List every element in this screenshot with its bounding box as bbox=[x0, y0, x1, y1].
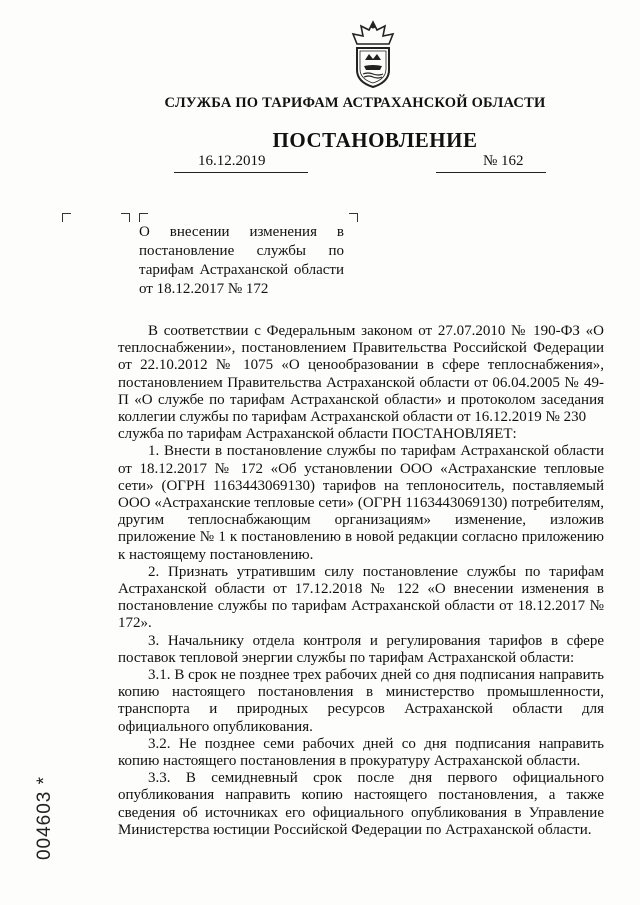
corner-mark bbox=[349, 213, 358, 222]
document-date: 16.12.2019 bbox=[198, 153, 266, 169]
item-1: 1. Внести в постановление службы по тарифам Астраханской области от 18.12.2017 № 172 «Об установлении ООО «Астраханские тепловые сети» (ОГРН 1163443069130) тарифов на теплоноситель, поставляемый ООО «Астраханские тепловые сети» (ОГРН 1163443069130) потребителям, другим теплоснабжающим организациям» изменение, изложив приложение № 1 к постановлению в новой редакции согласно приложению к настоящему постановлению. bbox=[118, 443, 604, 563]
document-body bbox=[118, 323, 604, 839]
document-number: № 162 bbox=[483, 153, 524, 169]
item-2: 2. Признать утратившим силу постановление службы по тарифам Астраханской области от 17.12.2018 № 122 «О внесении изменения в постановление службы по тарифам Астраханской области от 18.12.2017 № 172». bbox=[118, 563, 604, 632]
corner-mark bbox=[62, 213, 71, 222]
corner-mark bbox=[121, 213, 130, 222]
corner-mark bbox=[139, 213, 148, 222]
document-subject: О внесении изменения в постановление службы по тарифам Астраханской области от 18.12.2017 № 172 bbox=[139, 224, 344, 297]
document-type: ПОСТАНОВЛЕНИЕ bbox=[272, 128, 478, 152]
date-underline bbox=[174, 172, 308, 173]
decree-line: служба по тарифам Астраханской области ПОСТАНОВЛЯЕТ: bbox=[118, 426, 517, 443]
serial-stamp-text: 004603 * bbox=[34, 775, 55, 861]
number-underline bbox=[436, 172, 546, 173]
item-3-3: 3.3. В семидневный срок после дня первого официального опубликования направить копию настоящего постановления, а также сведения об источниках его официального опубликования в Управление Министерства юстиции Российской Федерации по Астраханской области. bbox=[118, 770, 604, 838]
item-3-2: 3.2. Не позднее семи рабочих дней со дня подписания направить копию настоящего постановления в прокуратуру Астраханской области. bbox=[118, 735, 604, 770]
item-3-1: 3.1. В срок не позднее трех рабочих дней со дня подписания направить копию настоящего постановления в министерство промышленности, транспорта и природных ресурсов Астраханской области для официального опубликования. bbox=[118, 667, 604, 735]
preamble-paragraph: В соответствии с Федеральным законом от 27.07.2010 № 190-ФЗ «О теплоснабжении», постановлением Правительства Российской Федерации от 22.10.2012 № 1075 «О ценообразовании в сфере теплоснабжения», постановлением Правительства Астраханской области от 06.04.2005 № 49-П «О службе по тарифам Астраханской области» и протоколом заседания коллегии службы по тарифам Астраханской области от 16.12.2019 № 230 bbox=[118, 323, 604, 426]
item-3: 3. Начальнику отдела контроля и регулирования тарифов в сфере поставок тепловой энергии службы по тарифам Астраханской области: bbox=[118, 632, 604, 666]
serial-stamp bbox=[30, 768, 60, 868]
agency-name: СЛУЖБА ПО ТАРИФАМ АСТРАХАНСКОЙ ОБЛАСТИ bbox=[164, 95, 546, 111]
coat-of-arms-icon bbox=[347, 20, 399, 90]
